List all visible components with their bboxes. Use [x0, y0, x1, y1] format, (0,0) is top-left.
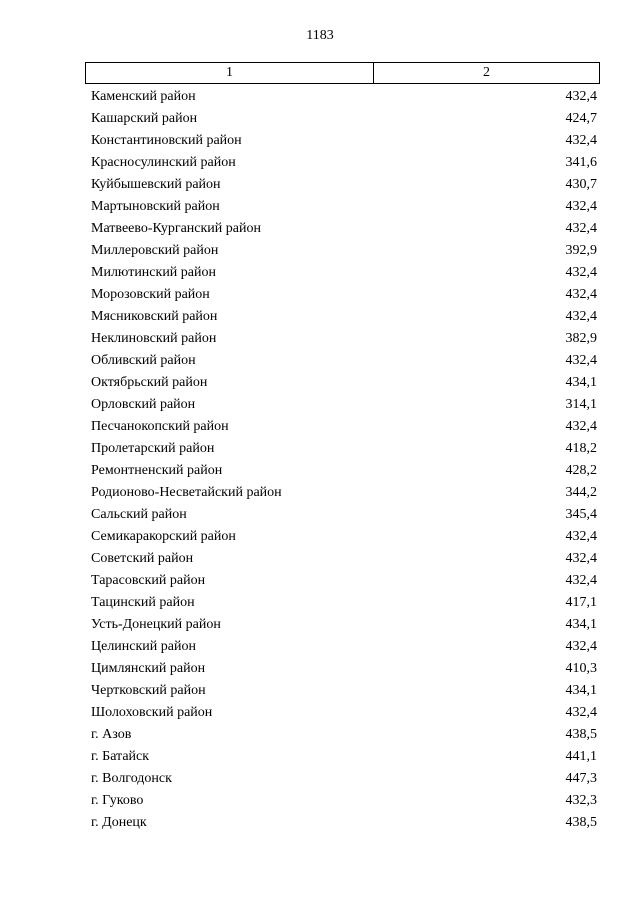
region-name: Цимлянский район	[91, 661, 206, 676]
region-name: Целинский район	[91, 639, 196, 654]
region-name: Усть-Донецкий район	[91, 617, 221, 632]
region-value: 432,4	[565, 309, 597, 324]
region-value: 341,6	[565, 155, 597, 170]
table-row	[85, 614, 597, 636]
table-row	[85, 240, 597, 262]
page-number: 1183	[306, 28, 334, 43]
region-name: г. Батайск	[91, 749, 150, 764]
table-row	[85, 438, 597, 460]
region-value: 432,4	[565, 89, 597, 104]
region-name: Мясниковский район	[91, 309, 218, 324]
table-row	[85, 328, 597, 350]
region-name: Неклиновский район	[91, 331, 217, 346]
region-value: 428,2	[565, 463, 597, 478]
region-value: 432,4	[565, 419, 597, 434]
region-name: г. Гуково	[91, 793, 144, 808]
region-value: 438,5	[565, 815, 597, 830]
table-row	[85, 130, 597, 152]
table-row	[85, 680, 597, 702]
region-name: Ремонтненский район	[91, 463, 223, 478]
region-name: Октябрьский район	[91, 375, 208, 390]
header-column-2: 2	[483, 65, 490, 80]
region-value: 424,7	[565, 111, 597, 126]
region-value: 432,4	[565, 133, 597, 148]
region-value: 432,4	[565, 529, 597, 544]
table-row	[85, 702, 597, 724]
table-row	[85, 86, 597, 108]
table-row	[85, 570, 597, 592]
region-name: г. Волгодонск	[91, 771, 172, 786]
table-body	[85, 86, 597, 834]
region-value: 344,2	[565, 485, 597, 500]
region-name: г. Азов	[91, 727, 132, 742]
table-row	[85, 592, 597, 614]
region-value: 441,1	[565, 749, 597, 764]
region-name: Родионово-Несветайский район	[91, 485, 282, 500]
region-name: Мартыновский район	[91, 199, 220, 214]
region-name: г. Донецк	[91, 815, 147, 830]
region-value: 382,9	[565, 331, 597, 346]
region-name: Советский район	[91, 551, 194, 566]
region-name: Морозовский район	[91, 287, 210, 302]
region-value: 432,4	[565, 573, 597, 588]
region-value: 432,4	[565, 551, 597, 566]
region-name: Куйбышевский район	[91, 177, 221, 192]
region-value: 438,5	[565, 727, 597, 742]
table-row	[85, 504, 597, 526]
region-value: 314,1	[565, 397, 597, 412]
region-name: Песчанокопский район	[91, 419, 229, 434]
region-name: Обливский район	[91, 353, 196, 368]
table-row	[85, 548, 597, 570]
region-name: Шолоховский район	[91, 705, 213, 720]
region-value: 417,1	[565, 595, 597, 610]
region-name: Семикаракорский район	[91, 529, 236, 544]
table-row	[85, 372, 597, 394]
region-value: 430,7	[565, 177, 597, 192]
region-name: Константиновский район	[91, 133, 242, 148]
table-row	[85, 306, 597, 328]
region-name: Милютинский район	[91, 265, 217, 280]
region-value: 447,3	[565, 771, 597, 786]
region-value: 432,4	[565, 287, 597, 302]
region-name: Миллеровский район	[91, 243, 219, 258]
table-row	[85, 460, 597, 482]
region-value: 432,4	[565, 639, 597, 654]
table-row	[85, 152, 597, 174]
region-value: 392,9	[565, 243, 597, 258]
region-value: 418,2	[565, 441, 597, 456]
region-name: Красносулинский район	[91, 155, 236, 170]
table-row	[85, 394, 597, 416]
region-name: Тацинский район	[91, 595, 195, 610]
table-row	[85, 482, 597, 504]
region-value: 434,1	[565, 683, 597, 698]
region-value: 432,4	[565, 199, 597, 214]
region-name: Матвеево-Курганский район	[91, 221, 261, 236]
region-value: 345,4	[565, 507, 597, 522]
table-row	[85, 108, 597, 130]
table-header	[85, 62, 600, 84]
region-value: 432,4	[565, 353, 597, 368]
region-value: 432,3	[565, 793, 597, 808]
region-name: Сальский район	[91, 507, 187, 522]
table-row	[85, 350, 597, 372]
table-row	[85, 724, 597, 746]
table-row	[85, 284, 597, 306]
table-row	[85, 812, 597, 834]
table-row	[85, 790, 597, 812]
region-value: 432,4	[565, 221, 597, 236]
table-row	[85, 526, 597, 548]
region-value: 432,4	[565, 265, 597, 280]
region-value: 410,3	[565, 661, 597, 676]
table-row	[85, 746, 597, 768]
region-name: Орловский район	[91, 397, 196, 412]
table-row	[85, 636, 597, 658]
table-row	[85, 218, 597, 240]
region-value: 434,1	[565, 617, 597, 632]
table-row	[85, 658, 597, 680]
region-name: Каменский район	[91, 89, 196, 104]
table-row	[85, 196, 597, 218]
region-value: 432,4	[565, 705, 597, 720]
table-row	[85, 174, 597, 196]
header-column-1: 1	[86, 63, 374, 83]
region-name: Чертковский район	[91, 683, 206, 698]
table-row	[85, 262, 597, 284]
region-name: Кашарский район	[91, 111, 198, 126]
region-name: Тарасовский район	[91, 573, 206, 588]
region-name: Пролетарский район	[91, 441, 215, 456]
table-row	[85, 416, 597, 438]
table-row	[85, 768, 597, 790]
region-value: 434,1	[565, 375, 597, 390]
